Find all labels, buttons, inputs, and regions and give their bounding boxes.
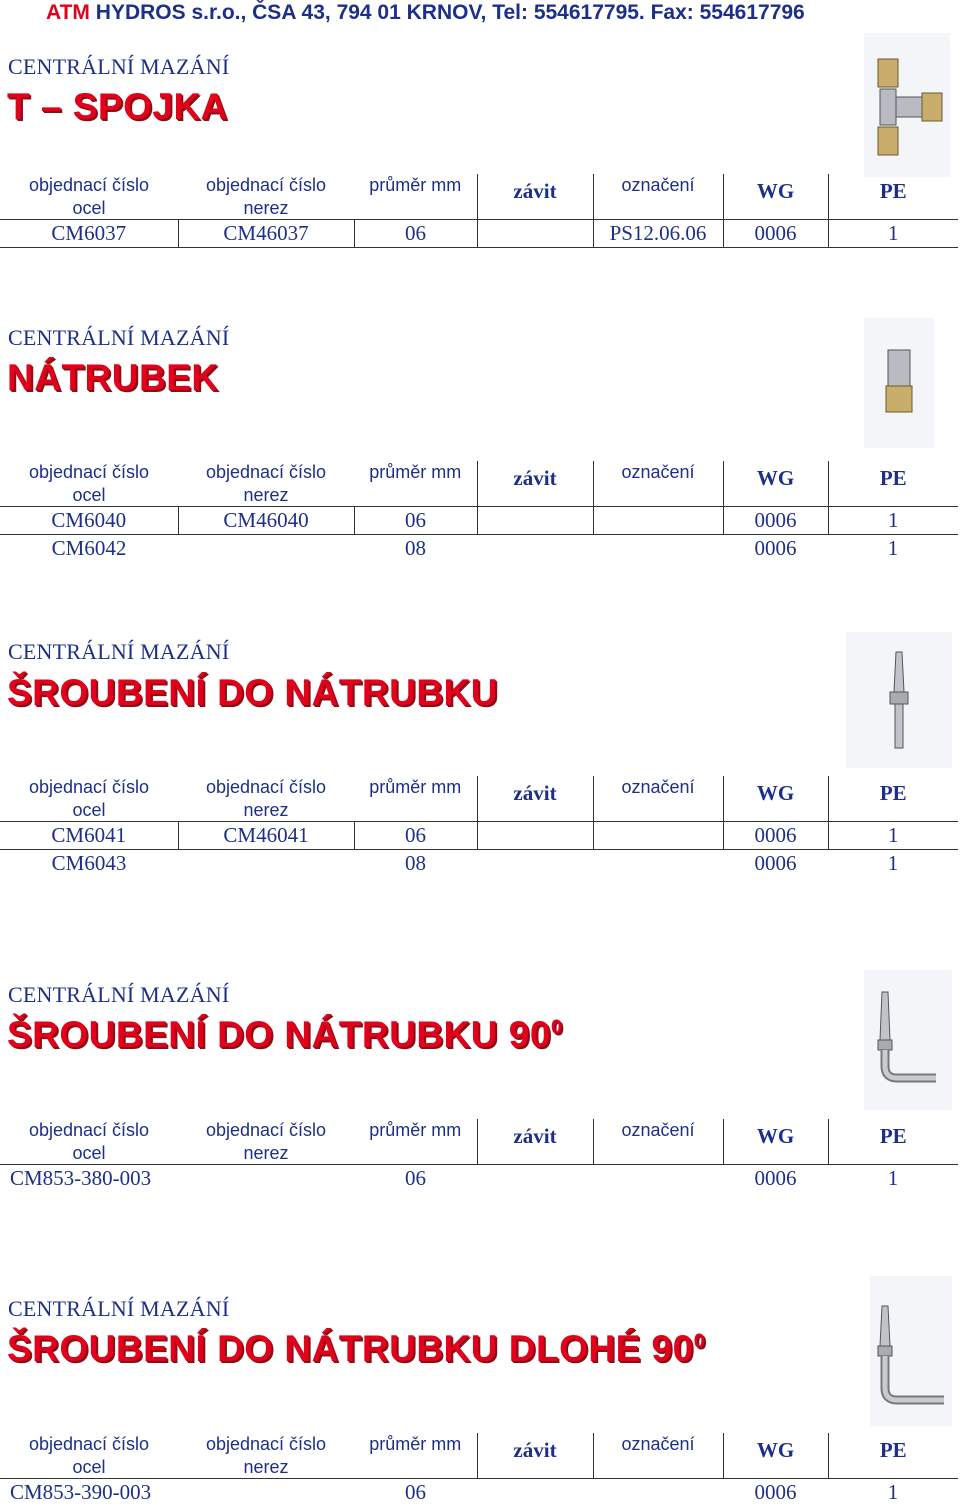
col-header-order-steel: objednací číslo ocel: [0, 461, 178, 507]
cell-order-stainless: CM46041: [178, 822, 354, 850]
section-category: CENTRÁLNÍ MAZÁNÍ: [8, 54, 230, 79]
cell-diameter: 06: [354, 507, 477, 535]
col-header-designation: označení: [593, 174, 723, 220]
cell-thread: [477, 507, 593, 535]
col-header-order-steel: objednací číslo ocel: [0, 776, 178, 822]
product-photo-long-elbow-fitting: [870, 1276, 952, 1426]
table-row: [0, 507, 958, 535]
section-title: T – SPOJKA: [7, 86, 228, 127]
col-header-order-steel: objednací číslo ocel: [0, 174, 178, 220]
cell-pe: 1: [887, 536, 899, 560]
cell-designation: [593, 507, 723, 535]
col-header-designation: označení: [593, 1119, 723, 1165]
col-header-wg: WG: [723, 174, 828, 220]
cell-thread: [477, 1479, 593, 1507]
cell-wg: 0006: [754, 536, 797, 560]
col-header-diameter: průměr mm: [354, 174, 477, 220]
cell-designation: [593, 1479, 723, 1507]
cell-order-steel: CM6040: [0, 507, 178, 535]
cell-order-steel: CM6037: [0, 220, 178, 248]
company-header: [46, 0, 805, 28]
section-category: CENTRÁLNÍ MAZÁNÍ: [8, 325, 230, 350]
cell-order-stainless: [178, 850, 354, 878]
product-photo-socket: [864, 318, 934, 448]
col-header-pe: PE: [828, 776, 958, 822]
cell-thread: [477, 220, 593, 248]
table-row: [0, 822, 958, 850]
cell-thread: [477, 535, 593, 563]
col-header-thread: závit: [477, 174, 593, 220]
table-row: [0, 220, 958, 248]
col-header-pe: PE: [828, 174, 958, 220]
col-header-diameter: průměr mm: [354, 1433, 477, 1479]
cell-designation: [593, 850, 723, 878]
col-header-thread: závit: [477, 1433, 593, 1479]
brand-name: ATM: [46, 1, 90, 24]
col-header-designation: označení: [593, 776, 723, 822]
product-photo-elbow-fitting: [864, 970, 952, 1110]
col-header-thread: závit: [477, 776, 593, 822]
cell-order-stainless: [178, 1165, 354, 1193]
cell-pe: 1: [887, 1166, 899, 1190]
cell-designation: PS12.06.06: [593, 220, 723, 248]
col-header-pe: PE: [828, 1119, 958, 1165]
cell-pe: 1: [887, 1480, 899, 1504]
cell-pe: 1: [828, 220, 958, 248]
col-header-wg: WG: [723, 776, 828, 822]
cell-wg: 0006: [754, 1166, 797, 1190]
cell-diameter: 08: [405, 851, 426, 875]
cell-designation: [593, 535, 723, 563]
cell-diameter: 06: [405, 1166, 426, 1190]
spec-table: [0, 461, 958, 562]
spec-table: [0, 1119, 958, 1192]
cell-pe: 1: [887, 851, 899, 875]
product-photo-t-fitting: [864, 33, 950, 177]
spec-table: [0, 776, 958, 877]
col-header-thread: závit: [477, 461, 593, 507]
cell-wg: 0006: [754, 851, 797, 875]
col-header-order-steel: objednací číslo ocel: [0, 1433, 178, 1479]
col-header-order-stainless: objednací číslo nerez: [178, 174, 354, 220]
cell-diameter: 06: [354, 220, 477, 248]
company-address: HYDROS s.r.o., ČSA 43, 794 01 KRNOV, Tel: 554617795. Fax: 554617796: [89, 1, 805, 24]
section-category: CENTRÁLNÍ MAZÁNÍ: [8, 982, 230, 1007]
cell-order-stainless: [178, 535, 354, 563]
col-header-diameter: průměr mm: [354, 1119, 477, 1165]
table-row: [0, 850, 958, 878]
cell-order-steel: CM853-390-003: [10, 1480, 152, 1504]
table-row: [0, 1479, 958, 1507]
section-title: ŠROUBENÍ DO NÁTRUBKU $90^0$: [7, 1014, 563, 1055]
cell-order-steel: CM6041: [0, 822, 178, 850]
col-header-wg: WG: [723, 1433, 828, 1479]
cell-diameter: 06: [354, 822, 477, 850]
cell-designation: [593, 822, 723, 850]
cell-wg: 0006: [723, 507, 828, 535]
table-row: [0, 535, 958, 563]
cell-thread: [477, 1165, 593, 1193]
cell-wg: 0006: [723, 220, 828, 248]
col-header-pe: PE: [828, 461, 958, 507]
section-title: NÁTRUBEK: [7, 357, 219, 398]
col-header-order-stainless: objednací číslo nerez: [178, 1119, 354, 1165]
col-header-order-steel: objednací číslo ocel: [0, 1119, 178, 1165]
cell-thread: [477, 822, 593, 850]
col-header-diameter: průměr mm: [354, 461, 477, 507]
col-header-designation: označení: [593, 461, 723, 507]
cell-order-steel: CM853-380-003: [10, 1166, 152, 1190]
cell-pe: 1: [828, 822, 958, 850]
table-row: [0, 1165, 958, 1193]
col-header-diameter: průměr mm: [354, 776, 477, 822]
cell-designation: [593, 1165, 723, 1193]
spec-table: [0, 174, 958, 248]
cell-thread: [477, 850, 593, 878]
section-category: CENTRÁLNÍ MAZÁNÍ: [8, 1296, 230, 1321]
col-header-designation: označení: [593, 1433, 723, 1479]
product-photo-screw-fitting: [846, 632, 952, 768]
cell-order-steel: CM6043: [51, 851, 127, 875]
section-category: CENTRÁLNÍ MAZÁNÍ: [8, 639, 230, 664]
col-header-order-stainless: objednací číslo nerez: [178, 776, 354, 822]
col-header-wg: WG: [723, 1119, 828, 1165]
section-title: ŠROUBENÍ DO NÁTRUBKU DLOHÉ $90^0$: [7, 1328, 706, 1369]
section-title: ŠROUBENÍ DO NÁTRUBKU: [7, 672, 498, 713]
cell-order-steel: CM6042: [51, 536, 127, 560]
col-header-thread: závit: [477, 1119, 593, 1165]
cell-order-stainless: CM46040: [178, 507, 354, 535]
col-header-wg: WG: [723, 461, 828, 507]
col-header-order-stainless: objednací číslo nerez: [178, 461, 354, 507]
spec-table: [0, 1433, 958, 1506]
cell-order-stainless: CM46037: [178, 220, 354, 248]
cell-diameter: 06: [405, 1480, 426, 1504]
cell-wg: 0006: [723, 822, 828, 850]
cell-pe: 1: [828, 507, 958, 535]
cell-order-stainless: [178, 1479, 354, 1507]
col-header-pe: PE: [828, 1433, 958, 1479]
cell-diameter: 08: [405, 536, 426, 560]
cell-wg: 0006: [754, 1480, 797, 1504]
col-header-order-stainless: objednací číslo nerez: [178, 1433, 354, 1479]
